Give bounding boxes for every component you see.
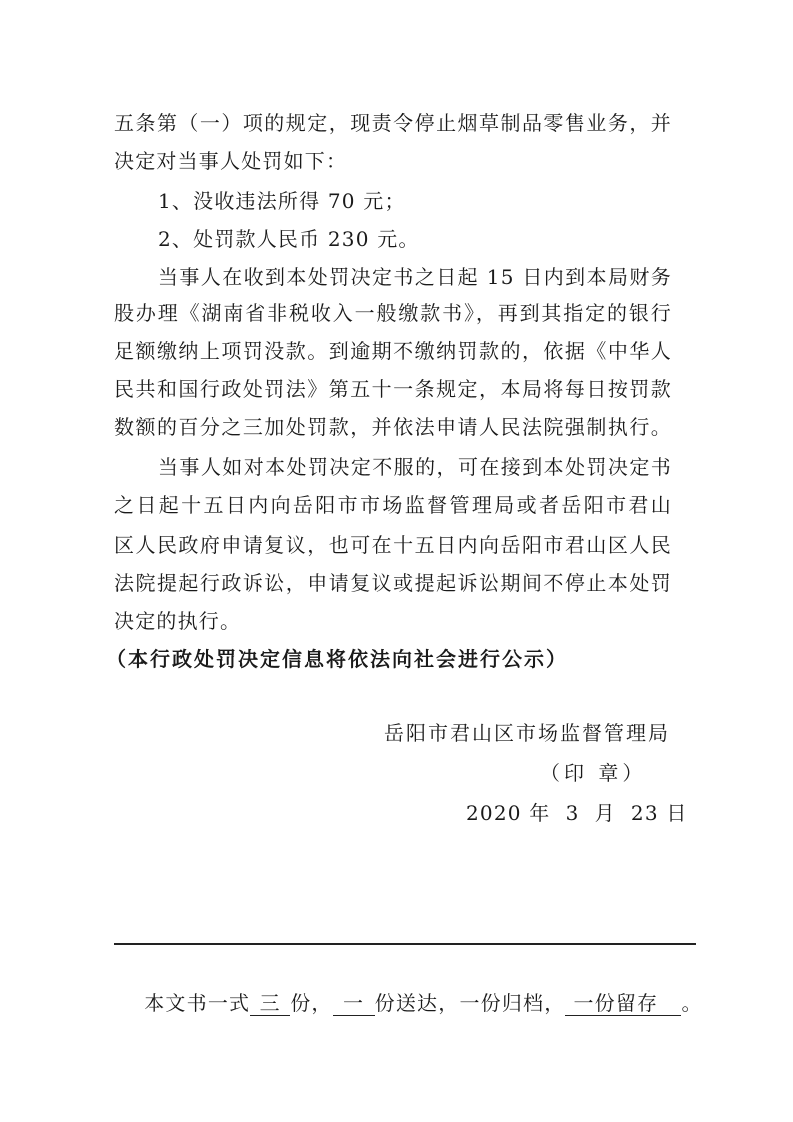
body-line-6: 股办理《湖南省非税收入一般缴款书》，再到其指定的银行 [114, 301, 672, 325]
copies-total: 三 [250, 991, 290, 1016]
body-line-2: 决定对当事人处罚如下： [114, 149, 348, 173]
seal-label: （印 章） [540, 761, 647, 785]
footer-divider [114, 943, 696, 945]
copies-unit: 份， [290, 991, 333, 1015]
body-line-5: 当事人在收到本处罚决定书之日起 15 日内到本局财务 [158, 265, 672, 289]
issue-date: 2020 年 3 月 23 日 [466, 801, 688, 825]
copies-served: 一 [333, 991, 375, 1016]
body-line-8: 民共和国行政处罚法》第五十一条规定，本局将每日按罚款 [114, 377, 672, 401]
penalty-item-1: 1、没收违法所得 70 元； [158, 189, 406, 213]
issuing-organization: 岳阳市君山区市场监督管理局 [384, 721, 670, 745]
body-line-1: 五条第（一）项的规定，现责令停止烟草制品零售业务，并 [114, 111, 672, 135]
publicity-notice: （本行政处罚决定信息将依法向社会进行公示） [106, 647, 568, 671]
copies-retained: 一份留存 [565, 991, 681, 1016]
body-line-9: 数额的百分之三加处罚款，并依法申请人民法院强制执行。 [114, 415, 672, 439]
copies-suffix: 。 [681, 991, 703, 1015]
copies-middle: 份送达，一份归档， [374, 991, 566, 1015]
body-line-7: 足额缴纳上项罚没款。到逾期不缴纳罚款的，依据《中华人 [114, 339, 672, 363]
body-line-13: 法院提起行政诉讼，申请复议或提起诉讼期间不停止本处罚 [114, 571, 672, 595]
copies-line [114, 958, 703, 1048]
body-line-14: 决定的执行。 [114, 609, 242, 633]
copies-prefix: 本文书一式 [144, 991, 251, 1015]
body-line-12: 区人民政府申请复议，也可在十五日内向岳阳市君山区人民 [114, 533, 672, 557]
body-line-11: 之日起十五日内向岳阳市市场监督管理局或者岳阳市君山 [114, 493, 672, 517]
penalty-item-2: 2、处罚款人民币 230 元。 [158, 227, 420, 251]
body-line-10: 当事人如对本处罚决定不服的，可在接到本处罚决定书 [158, 455, 672, 479]
